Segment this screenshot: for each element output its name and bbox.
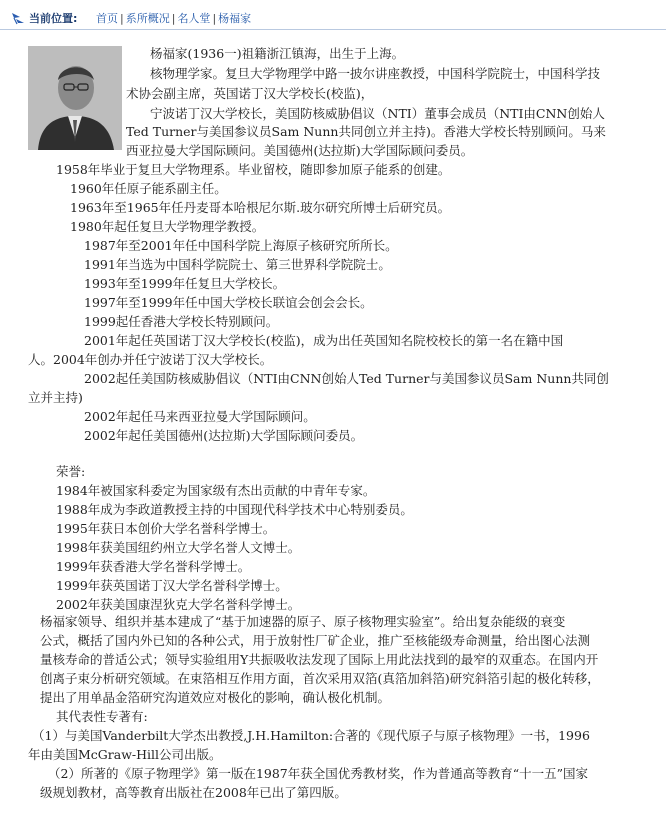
career-line: 1999起任香港大学校长特别顾问。 [84,314,279,329]
honor-item: 2002年获美国康涅狄克大学名誉科学博士。 [56,597,301,612]
breadcrumb-separator: | [120,12,124,25]
honor-item: 1998年获美国纽约州立大学名誉人文博士。 [56,540,301,555]
breadcrumb [0,0,666,30]
research-line: 提出了用单晶金箔研究沟道效应对极化的影响，确认极化机制。 [40,690,391,705]
intro-line: 术协会副主席，英国诺丁汉大学校长(校监)， [126,86,374,101]
breadcrumb-links [96,10,251,26]
honor-item: 1988年成为李政道教授主持的中国现代科学技术中心特别委员。 [56,502,413,517]
career-line: 立并主持) [28,390,83,405]
breadcrumb-home-link[interactable]: 首页 [96,12,118,25]
breadcrumb-separator: | [212,12,217,25]
breadcrumb-label: 当前位置: [29,12,78,25]
intro-line: 核物理学家。复旦大学物理学中路一披尔讲座教授，中国科学院院士，中国科学技 [150,66,601,81]
career-line: 1960年任原子能系副主任。 [70,181,227,196]
intro-line: 宁波诺丁汉大学校长，美国防核威胁倡议（NTI）董事会成员（NTI由CNN创始人 [150,106,605,121]
breadcrumb-separator: | [171,12,176,25]
honor-item: 1999年获香港大学名誉科学博士。 [56,559,251,574]
work-line: （1）与美国Vanderbilt大学杰出教授,J.H.Hamilton:合著的《现代原子与原子核物理》一书，1996 [32,728,590,743]
career-line: 1993年至1999年任复旦大学校长。 [84,276,286,291]
works-heading: 其代表性专著有: [56,709,148,724]
intro-line: Ted Turner与美国参议员Sam Nunn共同创立并主持)。香港大学校长特别顾问。马来 [126,124,606,139]
honor-item: 1995年获日本创价大学名誉科学博士。 [56,521,276,536]
breadcrumb-current-link[interactable]: 杨福家 [218,12,252,25]
research-line: 创离子束分析研究领域。在束箔相互作用方面，首次采用双箔(真箔加斜箔)研究斜箔引起的极化转移， [40,671,600,686]
work-line: 年由美国McGraw-Hill公司出版。 [28,747,222,762]
career-line: 1987年至2001年任中国科学院上海原子核研究所所长。 [84,238,398,253]
research-line: 杨福家领导、组织并基本建成了“基于加速器的原子、原子核物理实验室”。给出复杂能级的衰变 [40,614,566,629]
breadcrumb-overview-link[interactable]: 系所概况 [125,12,170,25]
career-line: 2001年起任英国诺丁汉大学校长(校监)，成为出任英国知名院校校长的第一名在籍中国 [84,333,564,348]
intro-line: 杨福家(1936一)祖籍浙江镇海，出生于上海。 [150,46,405,61]
career-line: 1958年毕业于复旦大学物理系。毕业留校，随即参加原子能系的创建。 [56,162,451,177]
career-line: 2002年起任美国德州(达拉斯)大学国际顾问委员。 [84,428,364,443]
work-line: 级规划教材，高等教育出版社在2008年已出了第四版。 [40,785,347,800]
career-line: 1963年至1965年任丹麦哥本哈根尼尔斯.玻尔研究所博士后研究员。 [70,200,451,215]
honor-item: 1984年被国家科委定为国家级有杰出贡献的中青年专家。 [56,483,376,498]
research-line: 公式，概括了国内外已知的各种公式，用于放射性厂矿企业，推广至核能级寿命测量，给出图心法测 [40,633,591,648]
career-line: 1997年至1999年任中国大学校长联谊会创会会长。 [84,295,373,310]
career-line: 2002年起任马来西亚拉曼大学国际顾问。 [84,409,316,424]
work-line: （2）所著的《原子物理学》第一版在1987年获全国优秀教材奖，作为普通高等教育“十一五”国家 [48,766,589,781]
career-line: 1991年当选为中国科学院院士、第三世界科学院院士。 [84,257,391,272]
honor-item: 1999年获英国诺丁汉大学名誉科学博士。 [56,578,288,593]
research-line: 量核寿命的普适公式；领导实验组用Y共振吸收法发现了国际上用此法找到的最窄的双重态。在国内开 [40,652,599,667]
breadcrumb-hall-of-fame-link[interactable]: 名人堂 [177,12,211,25]
portrait-photo [28,46,122,150]
career-line: 2002起任美国防核威胁倡议（NTI由CNN创始人Ted Turner与美国参议员Sam Nunn共同创 [84,371,609,386]
career-line: 1980年起任复旦大学物理学教授。 [70,219,265,234]
location-icon [11,11,25,25]
career-line: 人。2004年创办并任宁波诺丁汉大学校长。 [28,352,273,367]
intro-line: 西亚拉曼大学国际顾问。美国德州(达拉斯)大学国际顾问委员。 [126,143,474,158]
honors-heading: 荣誉: [56,464,86,479]
